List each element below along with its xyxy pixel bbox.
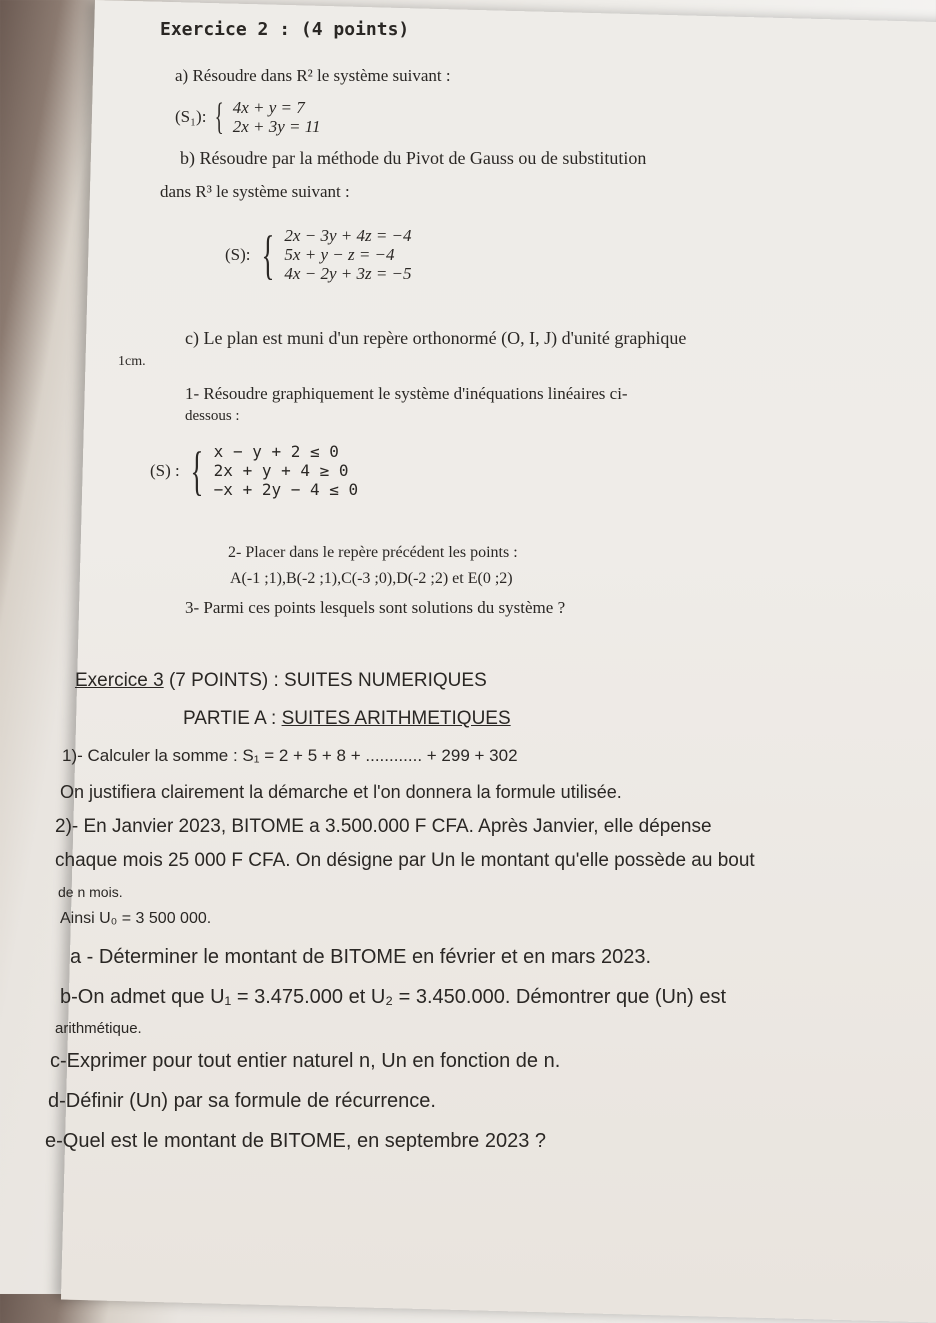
ex3-line-3: 2)- En Janvier 2023, BITOME a 3.500.000 F CFA. Après Janvier, elle dépense xyxy=(55,816,712,837)
question-2: 2- Placer dans le repère précédent les points : xyxy=(228,544,518,561)
system-inequalities xyxy=(150,442,358,499)
ex3-line-5: de n mois. xyxy=(58,884,123,900)
equation: 4x + y = 7 xyxy=(232,98,305,117)
ex3-line-11: d-Définir (Un) par sa formule de récurrence. xyxy=(48,1090,436,1112)
ex3-line-4: chaque mois 25 000 F CFA. On désigne par Un le montant qu'elle possède au bout xyxy=(55,850,755,871)
question-3: 3- Parmi ces points lesquels sont solutions du système ? xyxy=(185,598,566,617)
part-a-label: PARTIE A : xyxy=(183,708,282,729)
exercise-3-label: Exercice 3 xyxy=(75,670,164,691)
inequality: x − y + 2 ≤ 0 xyxy=(213,442,339,461)
exercise-3-subtitle: (7 POINTS) : SUITES NUMERIQUES xyxy=(163,670,487,691)
system-label: (S): xyxy=(225,244,251,264)
question-1-cont: dessous : xyxy=(185,408,240,424)
ex3-line-9: arithmétique. xyxy=(55,1020,142,1037)
question-a: a) Résoudre dans R² le système suivant : xyxy=(175,66,451,85)
question-1: 1- Résoudre graphiquement le système d'inéquations linéaires ci- xyxy=(185,384,628,403)
inequality: 2x + y + 4 ≥ 0 xyxy=(213,461,349,480)
ex3-line-8: b-On admet que U₁ = 3.475.000 et U₂ = 3.450.000. Démontrer que (Un) est xyxy=(60,986,727,1008)
equation: 2x + 3y = 11 xyxy=(232,117,321,136)
ex3-line-10: c-Exprimer pour tout entier naturel n, Un en fonction de n. xyxy=(50,1050,561,1072)
equation: 4x − 2y + 3z = −5 xyxy=(284,264,412,283)
part-a-title xyxy=(183,708,511,730)
ex3-line-2: On justifiera clairement la démarche et l'on donnera la formule utilisée. xyxy=(60,782,622,802)
question-c: c) Le plan est muni d'un repère orthonormé (O, I, J) d'unité graphique xyxy=(185,328,687,348)
exercise-2-title: Exercice 2 : (4 points) xyxy=(160,19,410,40)
points-list: A(-1 ;1),B(-2 ;1),C(-3 ;0),D(-2 ;2) et E(0 ;2) xyxy=(230,570,513,587)
exercise-3-title xyxy=(75,670,487,692)
ex3-line-6: Ainsi U₀ = 3 500 000. xyxy=(60,910,212,927)
ex3-line-7: a - Déterminer le montant de BITOME en février et en mars 2023. xyxy=(70,946,651,968)
system-s1 xyxy=(175,98,320,136)
question-b-cont: dans R³ le système suivant : xyxy=(160,182,350,201)
question-b: b) Résoudre par la méthode du Pivot de Gauss ou de substitution xyxy=(180,148,647,168)
part-a-topic: SUITES ARITHMETIQUES xyxy=(281,708,511,729)
equation: 5x + y − z = −4 xyxy=(284,245,395,264)
brace: { xyxy=(190,440,204,501)
brace: { xyxy=(215,96,225,138)
system-label: (S₁): xyxy=(175,107,207,127)
ex3-line-12: e-Quel est le montant de BITOME, en septembre 2023 ? xyxy=(45,1130,547,1152)
system-label: (S) : xyxy=(150,460,180,480)
brace: { xyxy=(260,224,274,285)
system-s xyxy=(225,226,412,283)
question-c-cont: 1cm. xyxy=(118,354,146,369)
ex3-line-1: 1)- Calculer la somme : S₁ = 2 + 5 + 8 + ............ + 299 + 302 xyxy=(62,746,518,765)
equation: 2x − 3y + 4z = −4 xyxy=(284,226,412,245)
inequality: −x + 2y − 4 ≤ 0 xyxy=(213,480,359,499)
